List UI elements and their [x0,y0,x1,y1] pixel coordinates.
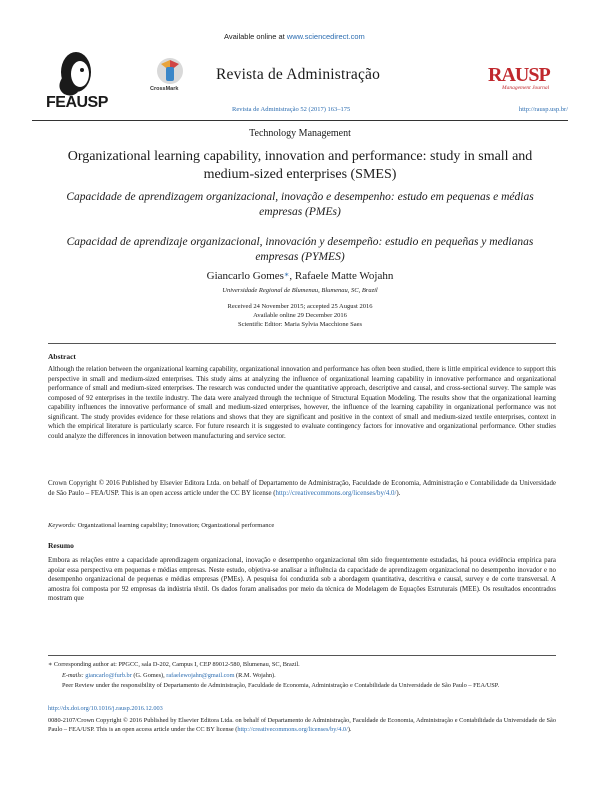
keywords [48,522,274,529]
rausp-logo-text: RAUSP [488,64,550,86]
feausp-logo [40,48,110,118]
email-link-1[interactable]: giancarlo@furb.br [85,672,132,679]
crossmark-icon [155,56,185,86]
journal-url[interactable]: http://rausp.usp.br/ [518,106,568,113]
cc-license-link[interactable]: http://creativecommons.org/licenses/by/4.0/ [275,489,397,497]
abstract-rule [48,343,556,344]
corresponding-footnote: ∗ Corresponding author at: PPGCC, sala D-202, Campus I, CEP 89012-580, Blumenau, SC, Brazil. [48,661,300,668]
resumo-body: Embora as relações entre a capacidade aprendizagem organizacional, inovação e desempenho organizacional têm sido frequentemente estudadas, há pouca evidência empírica para apoiar essa perspectiva em pequenas e médias empresas. Neste estudo, objetiva-se analisar a influência da capacidade de aprendizagem organizacional no desempenho inovador e no desempenho organizacional de pequenas e médias empresas (PMEs). A pesquisa foi conduzida sob a abordagem quantitativa, descritiva e causal, survey e de corte transversal. A amostra foi composta por 92 empresas da indústria têxtil. Os dados foram analisados por meio da técnica de Modelagem de Equações Estruturais (MEE). Os resultados encontrados mostram que [48,557,556,602]
author-1: Giancarlo Gomes [206,270,284,282]
issn-license-link[interactable]: http://creativecommons.org/licenses/by/4.0/ [237,725,348,733]
crossmark-label: CrossMark [150,86,179,92]
keywords-list: Organizational learning capability; Innovation; Organizational performance [77,522,275,529]
email-link-2[interactable]: rafaelewojahn@gmail.com [166,672,235,679]
author-list [32,270,568,282]
abstract-heading: Abstract [48,352,76,361]
peer-review-note: Peer Review under the responsibility of Departamento de Administração, Faculdade de Economia, Administração e Contabilidade da Universidade de São Paulo – FEA/USP. [62,682,500,689]
corresponding-author-mark[interactable]: ∗ [283,270,290,279]
scientific-editor: Scientific Editor: Maria Sylvia Macchione Saes [237,321,362,328]
email-footnote: E-mails: giancarlo@furb.br (G. Gomes), rafaelewojahn@gmail.com (R.M. Wojahn). [62,672,276,679]
feausp-logo-text: FEAUSP [46,94,108,111]
header-rule [32,120,568,121]
journal-citation[interactable]: Revista de Administração 52 (2017) 163–175 [232,106,351,113]
journal-title: Revista de Administração [216,66,381,83]
title-english: Organizational learning capability, innovation and performance: study in small and medium-sized enterprises (SMES) [67,149,533,182]
author-2: , Rafaele Matte Wojahn [289,270,394,282]
article-dates [32,302,568,329]
issn-copyright: 0080-2107/Crown Copyright © 2016 Published by Elsevier Editora Ltda. on behalf of Departamento de Administração, Faculdade de Economia, Administração e Contabilidade da Universidade de São Paulo – FEA/USP. This is an open access article under the CC BY license (http://creativecommons.org/licenses/by/4.0/). [48,717,556,733]
footnote-rule [48,655,556,656]
section-label: Technology Management [249,128,351,139]
available-online: Available online at www.sciencedirect.com [224,32,365,41]
abstract-body: Although the relation between the organizational learning capability, organizational innovation and performance has often been studied, there is little empirical evidence to support this perspective in small and medium-sized enterprises. This study aims at analyzing the influence of organizational learning capability in innovative performance and organizational performance of small and medium-sized enterprises. The research was conducted under the quantitative approach, descriptive and causal, and cross-sectional survey. The sample was composed of 92 enterprises in the textile industry. The data were analyzed through the technique of Structural Equation Modeling. The results show that the organizational learning capability influences the innovative performance of small and medium-sized enterprises, however, the influence of the learning capability in organizational performance was not significant. The study provides evidence for these relations and shows that they are significant and positive in the context of small and medium-sized textile enterprises, context in which the empirical literature is particularly scarce. For future research it is suggested to evaluate contingency factors for innovative and organizational performance. Other studies could analyze the differences in innovation between manufacturing and service sector. [48,366,556,440]
sciencedirect-link[interactable]: www.sciencedirect.com [286,32,365,41]
rausp-logo [488,64,550,91]
received-date: Received 24 November 2015; accepted 25 August 2016 [227,303,373,310]
title-spanish: Capacidad de aprendizaje organizacional, innovación y desempeño: estudio en pequeñas y medianas empresas (PYMES) [66,236,534,263]
footnote-star: ∗ [48,661,53,668]
keywords-label: Keywords: [48,522,76,529]
abstract-copyright: Crown Copyright © 2016 Published by Elsevier Editora Ltda. on behalf of Departamento de Administração, Faculdade de Economia, Administração e Contabilidade da Universidade de São Paulo – FEA/USP. This is an open access article under the CC BY license (http://creativecommons.org/licenses/by/4.0/). [48,480,556,497]
available-date: Available online 29 December 2016 [253,312,347,319]
title-portuguese: Capacidade de aprendizagem organizacional, inovação e desempenho: estudo em pequenas e médias empresas (PMEs) [66,191,534,218]
rausp-logo-subtitle: Management Journal [502,85,550,91]
doi-link[interactable]: http://dx.doi.org/10.1016/j.rausp.2016.12.003 [48,705,163,712]
affiliation: Universidade Regional de Blumenau, Blumenau, SC, Brazil [222,287,378,294]
resumo-heading: Resumo [48,541,74,550]
crossmark-logo[interactable] [150,56,190,96]
